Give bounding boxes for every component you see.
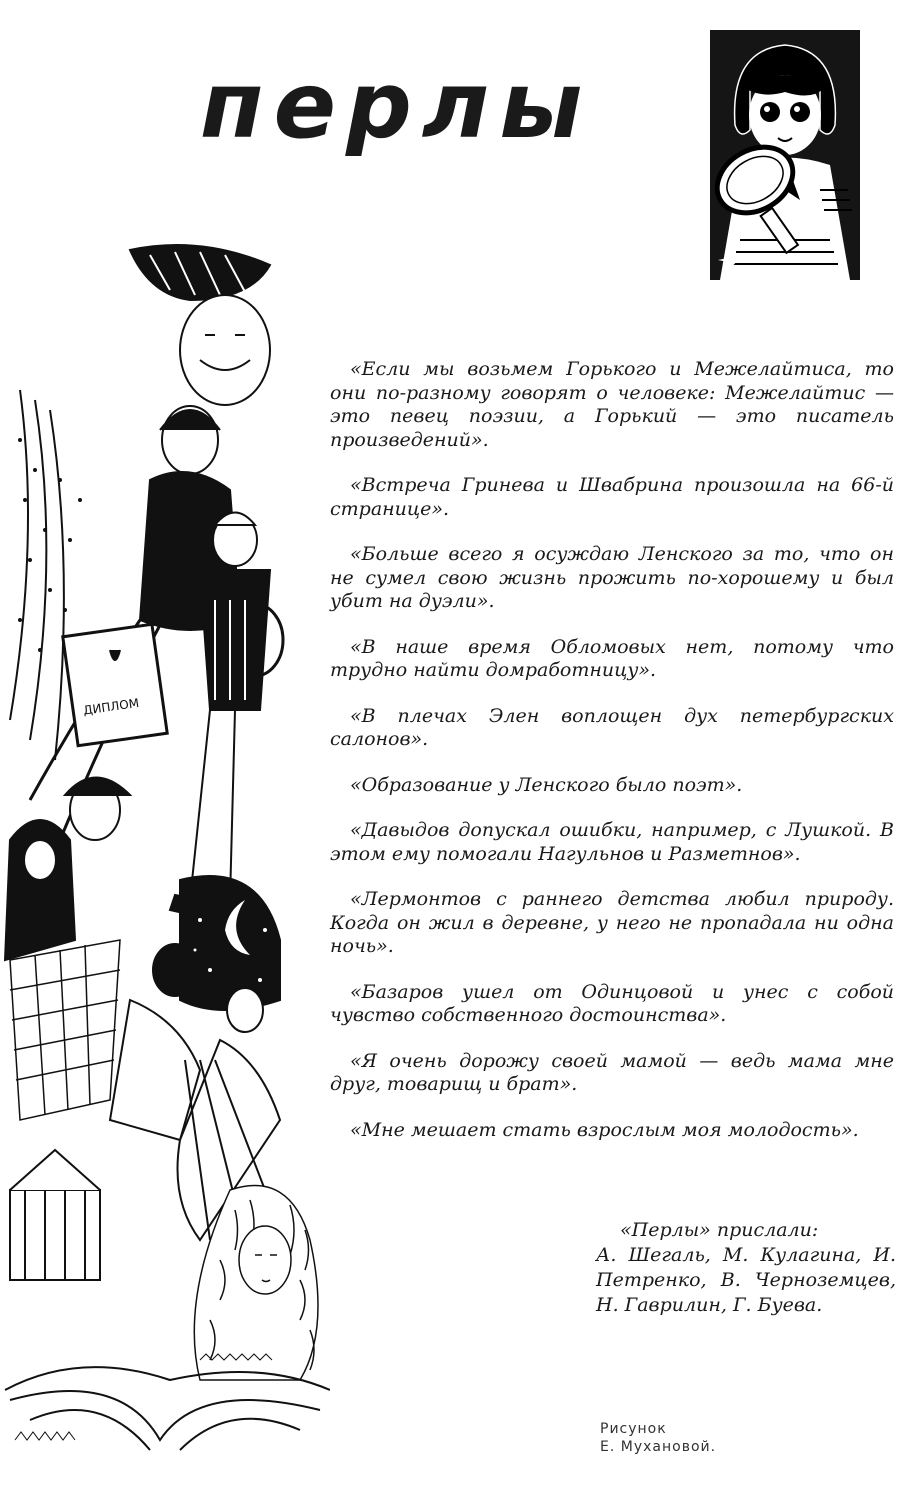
quotes-list (330, 358, 894, 1164)
quote-item: «Встреча Гринева и Швабрина произошла на 66-й странице». (330, 474, 894, 520)
quote-item: «Если мы возьмем Горького и Межелайтиса, то они по-разному говорят о человеке: Межелайтис — это певец поэзии, а Горький — это писатель произведений». (330, 358, 894, 451)
quote-item: «В наше время Обломовых нет, потому что трудно найти домработницу». (330, 635, 894, 681)
quote-item: «В плечах Элен воплощен дух петербургских салонов». (330, 704, 894, 750)
credits-names: А. Шегаль, М. Кулагина, И. Петренко, В. Черноземцев, Н. Гаврилин, Г. Буева. (596, 1244, 896, 1316)
credits-lead: «Перлы» прислали: (620, 1219, 819, 1241)
girl-with-magnifier-icon (710, 30, 860, 280)
signature-line-1: Рисунок (600, 1421, 667, 1437)
quote-item: «Лермонтов с раннего детства любил природу. Когда он жил в деревне, у него не пропадала ни одна ночь». (330, 888, 894, 957)
signature-line-2: Е. Мухановой. (600, 1439, 717, 1455)
page-title: перлы (200, 52, 593, 159)
quote-item: «Базаров ушел от Одинцовой и унес с собой чувство собственного достоинства». (330, 980, 894, 1026)
literary-characters-icon (0, 240, 330, 1460)
diploma-label: ДИПЛОМ (82, 695, 140, 718)
quote-item: «Я очень дорожу своей мамой — ведь мама мне друг, товарищ и брат». (330, 1049, 894, 1095)
girl-with-magnifier-illustration (710, 30, 860, 280)
literary-characters-illustration (0, 240, 330, 1460)
illustration-signature (600, 1420, 716, 1456)
quote-item: «Образование у Ленского было поэт». (350, 773, 743, 796)
quote-item: «Больше всего я осуждаю Ленского за то, что он не сумел свою жизнь прожить по-хорошему и был убит на дуэли». (330, 543, 894, 612)
credits-block (596, 1218, 896, 1318)
quote-item: «Мне мешает стать взрослым моя молодость». (350, 1118, 859, 1141)
quote-item: «Давыдов допускал ошибки, например, с Лушкой. В этом ему помогали Нагульнов и Разметнов». (330, 819, 894, 865)
